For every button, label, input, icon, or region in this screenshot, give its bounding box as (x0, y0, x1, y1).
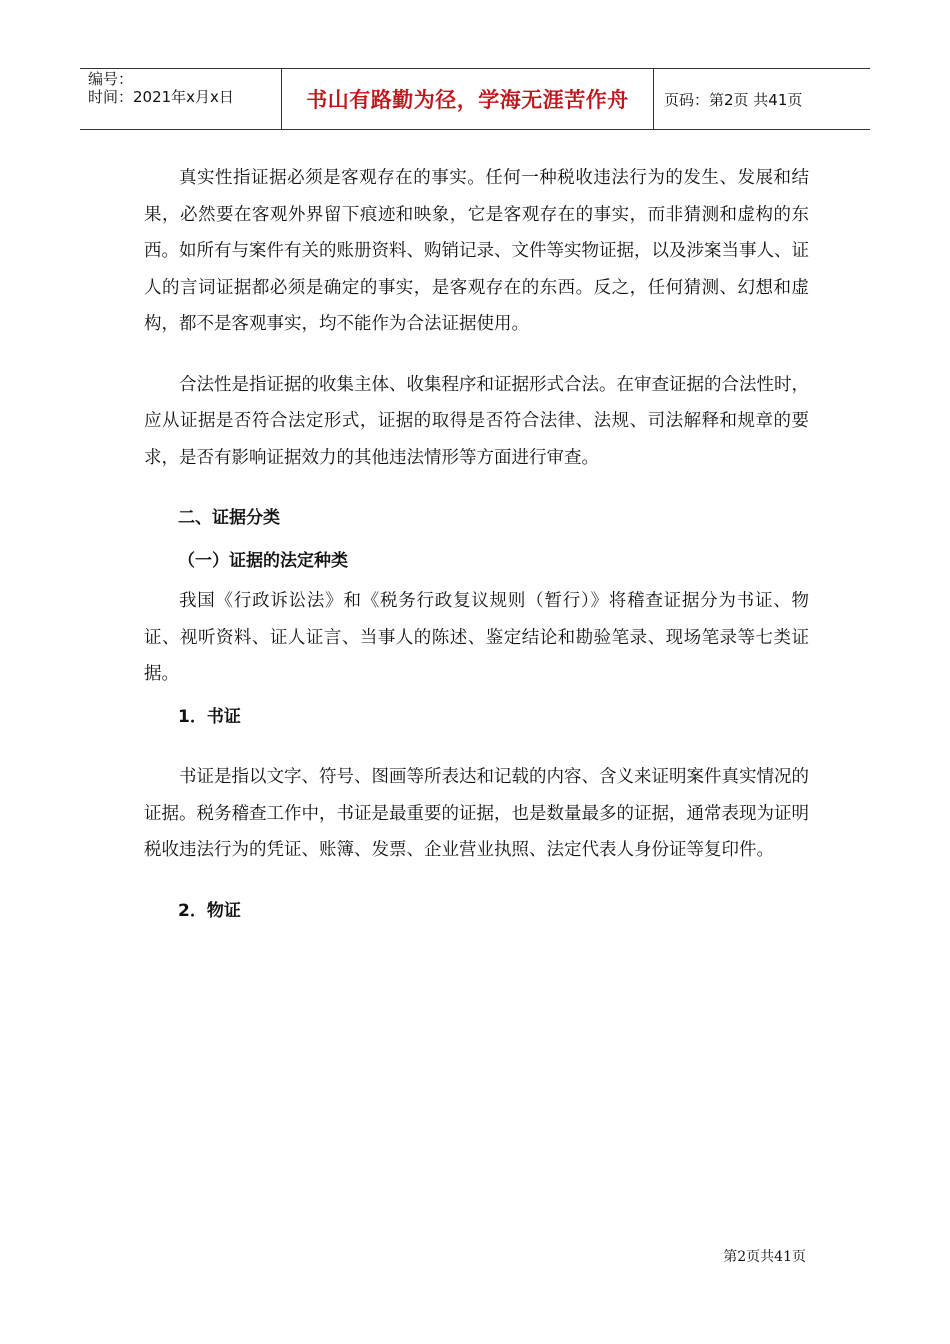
item-heading-documentary: 1．书证 (178, 706, 241, 727)
document-body (144, 160, 809, 929)
subsection-heading: （一）证据的法定种类 (178, 550, 348, 571)
date-label: 时间：2021年x月x日 (88, 88, 234, 106)
header-meta (80, 69, 282, 129)
paragraph-evidence-types: 我国《行政诉讼法》和《税务行政复议规则（暂行）》将稽查证据分为书证、物证、视听资料、证人证言、当事人的陈述、鉴定结论和勘验笔录、现场笔录等七类证据。 (144, 591, 809, 684)
header-motto: 书山有路勤为径，学海无涯苦作舟 (282, 69, 654, 129)
item-heading-physical: 2．物证 (178, 900, 241, 921)
page-header (80, 68, 870, 130)
header-page-info: 页码：第2页 共41页 (664, 90, 803, 109)
page-footer: 第2页共41页 (723, 1249, 806, 1265)
paragraph-legality: 合法性是指证据的收集主体、收集程序和证据形式合法。在审查证据的合法性时，应从证据是否符合法定形式，证据的取得是否符合法律、法规、司法解释和规章的要求，是否有影响证据效力的其他违法情形等方面进行审查。 (144, 374, 809, 468)
serial-number-label: 编号： (88, 70, 134, 88)
section-heading: 二、证据分类 (178, 508, 280, 528)
paragraph-authenticity: 真实性指证据必须是客观存在的事实。任何一种税收违法行为的发生、发展和结果，必然要在客观外界留下痕迹和映象，它是客观存在的事实，而非猜测和虚构的东西。如所有与案件有关的账册资料、购销记录、文件等实物证据，以及涉案当事人、证人的言词证据都必须是确定的事实，是客观存在的东西。反之，任何猜测、幻想和虚构，都不是客观事实，均不能作为合法证据使用。 (144, 168, 809, 334)
paragraph-documentary-evidence: 书证是指以文字、符号、图画等所表达和记载的内容、含义来证明案件真实情况的证据。税务稽查工作中，书证是最重要的证据，也是数量最多的证据，通常表现为证明税收违法行为的凭证、账簿、发票、企业营业执照、法定代表人身份证等复印件。 (144, 767, 809, 860)
